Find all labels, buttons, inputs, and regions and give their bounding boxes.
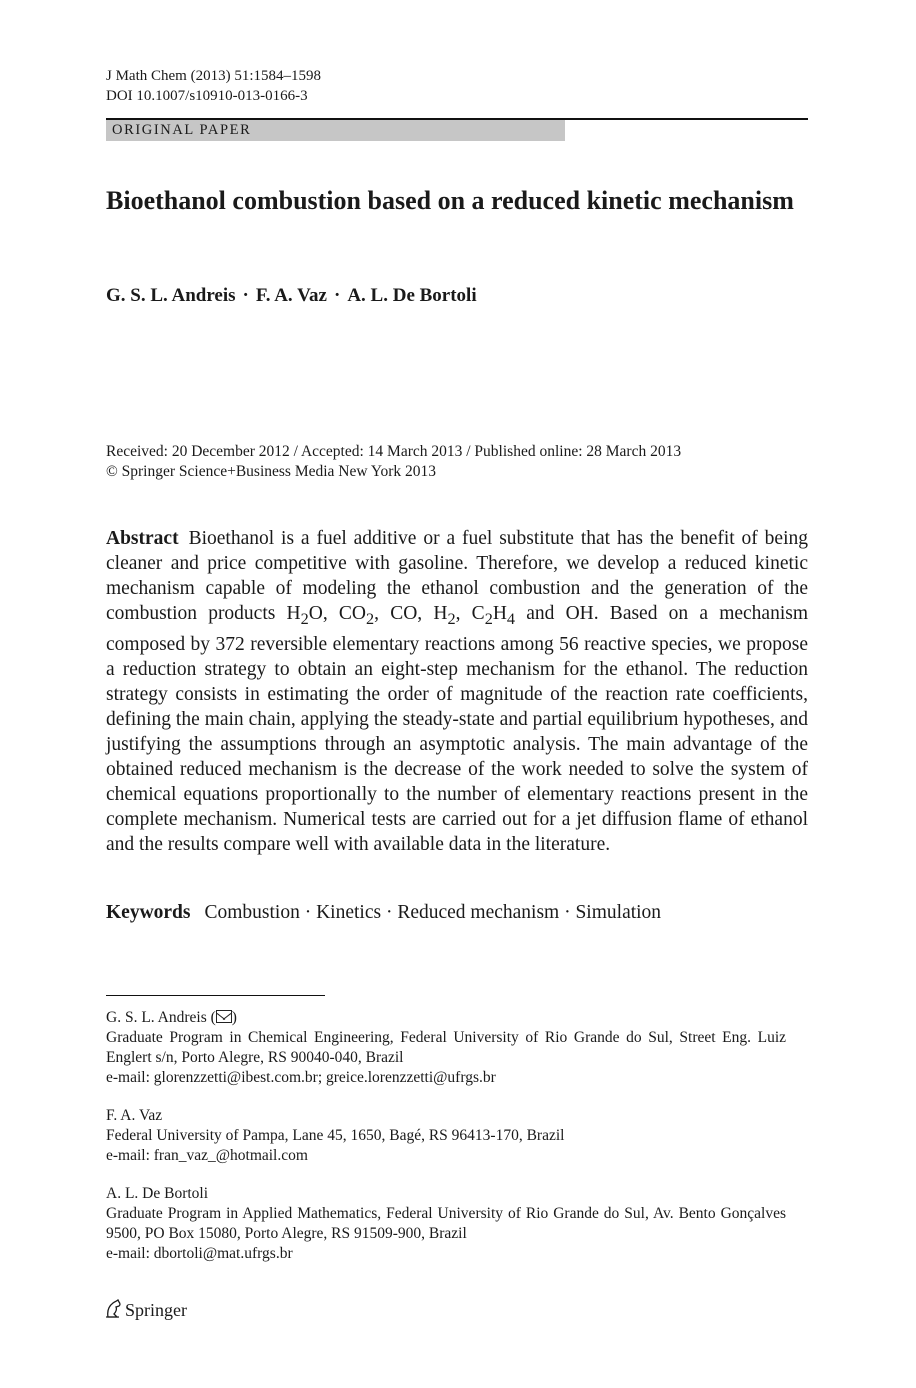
species-c2h4-h: H [492,603,507,624]
subscript: 2 [484,609,493,628]
affiliation-email: e-mail: dbortoli@mat.ufrgs.br [106,1245,293,1262]
affiliation-de-bortoli [106,1184,786,1264]
envelope-icon [216,1010,232,1023]
abstract-label: Abstract [106,528,179,549]
springer-horse-icon [104,1299,122,1319]
paper-title: Bioethanol combustion based on a reduced kinetic mechanism [106,186,794,215]
author-separator: · [242,285,249,306]
affiliation-address: Graduate Program in Chemical Engineering, Federal University of Rio Grande do Sul, Street Eng. Luiz Englert s/n, Porto Alegre, RS 90040-040, Brazil [106,1029,786,1066]
affiliation-name: F. A. Vaz [106,1107,163,1124]
abstract-text: Bioethanol is a fuel additive or a fuel substitute that has the benefit of being cleaner and price competitive with gasoline. Therefore, we develop a reduced kinetic mechanism capable of modeling the ethanol combustion and the generation of the combustion products [106,528,808,624]
affiliation-email: e-mail: fran_vaz_@hotmail.com [106,1147,308,1164]
species-h2: H [433,603,448,624]
author-name: A. L. De Bortoli [347,285,477,306]
keywords-label: Keywords [106,902,191,923]
author-list [106,284,477,308]
copyright-line: © Springer Science+Business Media New York 2013 [106,463,437,480]
affiliation-name: A. L. De Bortoli [106,1185,209,1202]
paper-type-banner: ORIGINAL PAPER [106,120,565,141]
footnote-rule [106,995,325,996]
species-text: , [455,603,472,624]
affiliation-address: Federal University of Pampa, Lane 45, 1650, Bagé, RS 96413-170, Brazil [106,1127,565,1144]
publication-dates [106,442,681,482]
history-line: Received: 20 December 2012 / Accepted: 14 March 2013 / Published online: 28 March 2013 [106,443,682,460]
doi-line: DOI 10.1007/s10910-013-0166-3 [106,88,308,104]
affiliation-name: G. S. L. Andreis ( [106,1009,216,1026]
affiliation-vaz [106,1106,786,1166]
author-name: F. A. Vaz [255,285,327,306]
abstract [106,526,808,857]
species-text: , CO, [374,603,434,624]
author-separator: · [333,285,341,306]
subscript: 2 [300,609,309,628]
affiliation-email: e-mail: glorenzzetti@ibest.com.br; greice.lorenzzetti@ufrgs.br [106,1069,496,1086]
affiliation-andreis [106,1008,786,1088]
species-co2: CO [338,603,367,624]
keywords-list: Combustion · Kinetics · Reduced mechanism · Simulation [204,902,662,923]
subscript: 4 [506,609,516,628]
subscript: 2 [447,609,456,628]
keywords [106,900,661,925]
affiliation-address: Graduate Program in Applied Mathematics, Federal University of Rio Grande do Sul, Av. Bento Gonçalves 9500, PO Box 15080, Porto Alegre, RS 91509-900, Brazil [106,1205,786,1242]
species-c2h4-c: C [471,603,485,624]
subscript: 2 [366,609,375,628]
publisher-footer [104,1298,187,1322]
affiliation-name-close: ) [231,1009,237,1026]
species-text: O, [308,603,339,624]
journal-citation [106,66,321,106]
publisher-name: Springer [125,1300,187,1320]
author-name: G. S. L. Andreis [106,285,236,306]
species-h2o-h: H [286,603,301,624]
journal-line: J Math Chem (2013) 51:1584–1598 [106,68,321,84]
abstract-text-continued: and OH. Based on a mechanism composed by 372 reversible elementary reactions among 56 reactive species, we propose a reduction strategy to obtain an eight-step mechanism for the ethanol. The reduction strategy consists in estimating the order of magnitude of the reaction rate coefficients, defining the main chain, applying the steady-state and partial equilibrium hypotheses, and justifying the assumptions through an asymptotic analysis. The main advantage of the obtained reduced mechanism is the decrease of the work needed to solve the system of chemical equations proportionally to the number of elementary reactions present in the complete mechanism. Numerical tests are carried out for a jet diffusion flame of ethanol and the results compare well with available data in the literature. [106,603,809,855]
